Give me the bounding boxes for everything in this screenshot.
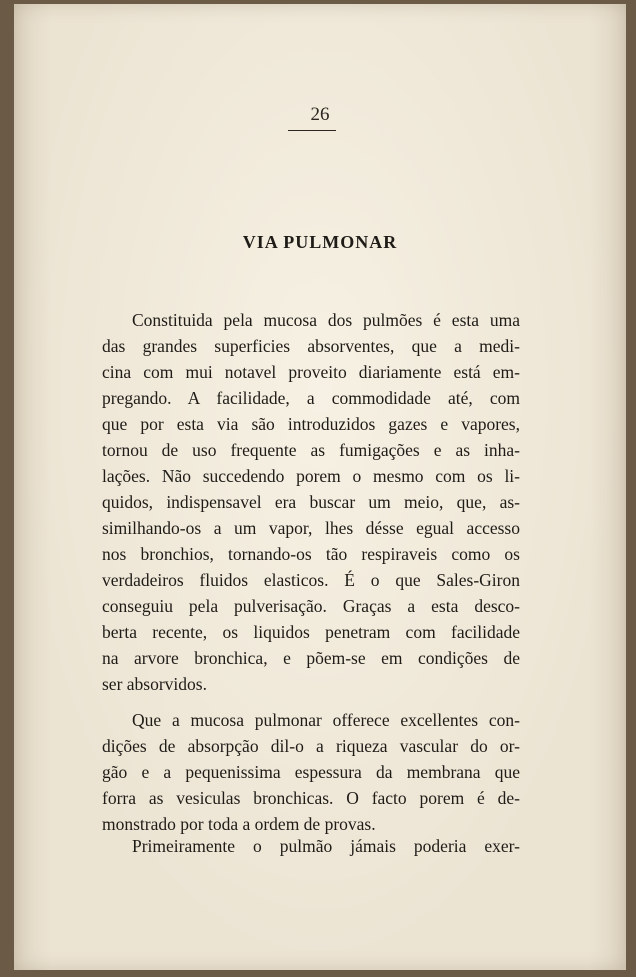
text-line: que por esta via são introduzidos gazes e vapores, — [102, 414, 520, 434]
text-line: similhando-os a um vapor, lhes désse egual accesso — [102, 518, 520, 538]
text-line: verdadeiros fluidos elasticos. É o que Sales-Giron — [102, 570, 520, 590]
page-number-rule — [288, 130, 336, 131]
paragraph-3 — [102, 833, 520, 859]
text-line: tornou de uso frequente as fumigações e as inha- — [102, 440, 520, 460]
text-line: dições de absorpção dil-o a riqueza vascular do or- — [102, 736, 520, 756]
text-line: nos bronchios, tornando-os tão respiraveis como os — [102, 544, 520, 564]
text-line: Primeiramente o pulmão jámais poderia exer- — [132, 836, 520, 856]
text-line: monstrado por toda a ordem de provas. — [102, 814, 376, 834]
text-line: pregando. A facilidade, a commodidade até, com — [102, 388, 520, 408]
text-line: forra as vesiculas bronchicas. O facto porem é de- — [102, 788, 520, 808]
text-line: berta recente, os liquidos penetram com facilidade — [102, 622, 520, 642]
text-line: Constituida pela mucosa dos pulmões é esta uma — [132, 310, 520, 330]
text-line: quidos, indispensavel era buscar um meio, que, as- — [102, 492, 520, 512]
text-line: Que a mucosa pulmonar offerece excellentes con- — [132, 710, 520, 730]
text-line: conseguiu pela pulverisação. Graças a esta desco- — [102, 596, 520, 616]
text-line: lações. Não succedendo porem o mesmo com os li- — [102, 466, 520, 486]
bleed-through-texture — [104, 144, 544, 168]
text-line: cina com mui notavel proveito diariamente está em- — [102, 362, 520, 382]
page-number: 26 — [310, 104, 330, 125]
text-line: gão e a pequenissima espessura da membrana que — [102, 762, 520, 782]
paragraph-1 — [102, 307, 520, 697]
book-page — [14, 4, 626, 970]
text-line: das grandes superficies absorventes, que a medi- — [102, 336, 520, 356]
paragraph-2 — [102, 707, 520, 837]
section-heading: VIA PULMONAR — [242, 232, 398, 252]
text-line: ser absorvidos. — [102, 674, 207, 694]
text-line: na arvore bronchica, e põem-se em condições de — [102, 648, 520, 668]
